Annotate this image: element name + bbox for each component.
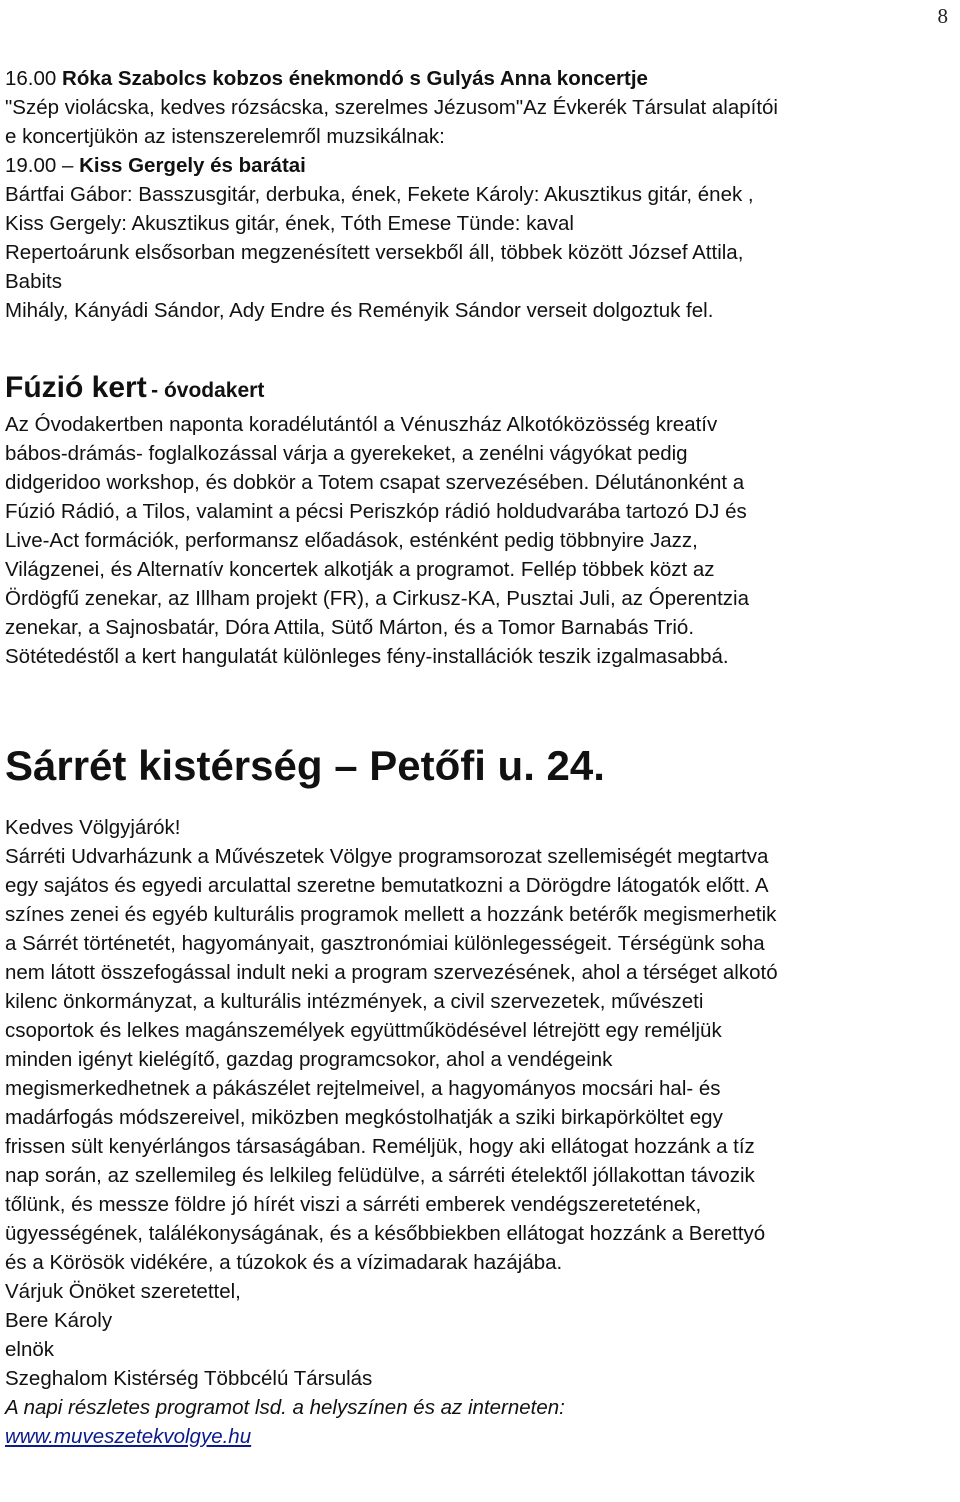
fuzio-line: Fúzió Rádió, a Tilos, valamint a pécsi Periszkóp rádió holdudvarába tartozó DJ és <box>5 500 747 523</box>
fuzio-subtitle: - óvodakert <box>151 379 265 402</box>
event1-time: 16.00 <box>5 67 57 90</box>
event2-time: 19.00 – <box>5 154 74 177</box>
sarret-line: ügyességének, találékonyságának, és a későbbiekben ellátogat hozzánk a Berettyó <box>5 1222 766 1245</box>
event1-title: Róka Szabolcs kobzos énekmondó s Gulyás Anna koncertje <box>62 67 648 90</box>
event2-title: Kiss Gergely és barátai <box>79 154 306 177</box>
sarret-line: kilenc önkormányzat, a kulturális intézmények, a civil szervezetek, művészeti <box>5 990 704 1013</box>
website-link[interactable]: www.muveszetekvolgye.hu <box>5 1425 252 1448</box>
event2-desc-line: Repertoárunk elsősorban megzenésített versekből áll, többek között József Attila, <box>5 241 744 264</box>
sarret-body <box>5 813 955 1451</box>
fuzio-body <box>5 410 955 671</box>
sarret-line: elnök <box>5 1338 55 1361</box>
sarret-line: Bere Károly <box>5 1309 113 1332</box>
sarret-line: és a Körösök vidékére, a túzokok és a vízimadarak hazájába. <box>5 1251 563 1274</box>
fuzio-line: Az Óvodakertben naponta koradélutántól a Vénuszház Alkotóközösség kreatív <box>5 413 718 436</box>
event2-desc-line: Bártfai Gábor: Basszusgitár, derbuka, ének, Fekete Károly: Akusztikus gitár, ének , <box>5 183 754 206</box>
page-content <box>5 64 955 1451</box>
fuzio-title: Fúzió kert <box>5 371 147 404</box>
event2-heading <box>5 151 955 180</box>
sarret-title: Sárrét kistérség – Petőfi u. 24. <box>5 742 605 789</box>
sarret-line: nem látott összefogással indult neki a program szervezésének, ahol a térséget alkotó <box>5 961 778 984</box>
sarret-line: a Sárrét történetét, hagyományait, gasztronómiai különlegességeit. Térségünk soha <box>5 932 765 955</box>
sarret-line: Várjuk Önöket szeretettel, <box>5 1280 241 1303</box>
fuzio-line: Sötétedéstől a kert hangulatát különleges fény-installációk teszik izgalmasabbá. <box>5 645 729 668</box>
sarret-line: csoportok és lelkes magánszemélyek együttműködésével létrejött egy reméljük <box>5 1019 722 1042</box>
sarret-line: tőlünk, és messze földre jó hírét viszi a sárréti emberek vendégszeretetének, <box>5 1193 702 1216</box>
fuzio-line: didgeridoo workshop, és dobkör a Totem csapat szervezésében. Délutánonként a <box>5 471 745 494</box>
page-number: 8 <box>937 4 948 28</box>
concert-section <box>5 64 955 325</box>
event1-desc-line: "Szép violácska, kedves rózsácska, szerelmes Jézusom"Az Évkerék Társulat alapítói <box>5 96 778 119</box>
fuzio-line: Ördögfű zenekar, az Illham projekt (FR), a Cirkusz-KA, Pusztai Juli, az Óperentzia <box>5 587 749 610</box>
fuzio-line: Live-Act formációk, performansz előadások, esténként pedig többnyire Jazz, <box>5 529 698 552</box>
event2-desc-line: Babits <box>5 270 62 293</box>
sarret-line: színes zenei és egyéb kulturális programok mellett a hozzánk betérők megismerhetik <box>5 903 777 926</box>
event2-desc-line: Mihály, Kányádi Sándor, Ady Endre és Reményik Sándor verseit dolgoztuk fel. <box>5 299 714 322</box>
event1-heading <box>5 64 955 93</box>
footer-note: A napi részletes programot lsd. a helyszínen és az interneten: <box>5 1396 565 1419</box>
sarret-line: megismerkedhetnek a pákászélet rejtelmeivel, a hagyományos mocsári hal- és <box>5 1077 721 1100</box>
sarret-line: frissen sült kenyérlángos társaságában. Reméljük, hogy aki ellátogat hozzánk a tíz <box>5 1135 755 1158</box>
event2-desc-line: Kiss Gergely: Akusztikus gitár, ének, Tóth Emese Tünde: kaval <box>5 212 574 235</box>
sarret-line: madárfogás módszereivel, miközben megkóstolhatják a sziki birkapörköltet egy <box>5 1106 723 1129</box>
sarret-line: Sárréti Udvarházunk a Művészetek Völgye programsorozat szellemiségét megtartva <box>5 845 769 868</box>
sarret-line: Szeghalom Kistérség Többcélú Társulás <box>5 1367 373 1390</box>
sarret-line: egy sajátos és egyedi arculattal szeretne bemutatkozni a Dörögdre látogatók előtt. A <box>5 874 769 897</box>
sarret-line: Kedves Völgyjárók! <box>5 816 181 839</box>
event1-desc-line: e koncertjükön az istenszerelemről muzsikálnak: <box>5 125 445 148</box>
sarret-line: nap során, az szellemileg és lelkileg felüdülve, a sárréti ételektől jóllakottan távozik <box>5 1164 755 1187</box>
fuzio-heading <box>5 371 955 410</box>
fuzio-line: bábos-drámás- foglalkozással várja a gyerekeket, a zenélni vágyókat pedig <box>5 442 688 465</box>
sarret-line: minden igényt kielégítő, gazdag programcsokor, ahol a vendégeink <box>5 1048 613 1071</box>
fuzio-line: zenekar, a Sajnosbatár, Dóra Attila, Sütő Márton, és a Tomor Barnabás Trió. <box>5 616 695 639</box>
fuzio-line: Világzenei, és Alternatív koncertek alkotják a programot. Fellép többek közt az <box>5 558 715 581</box>
